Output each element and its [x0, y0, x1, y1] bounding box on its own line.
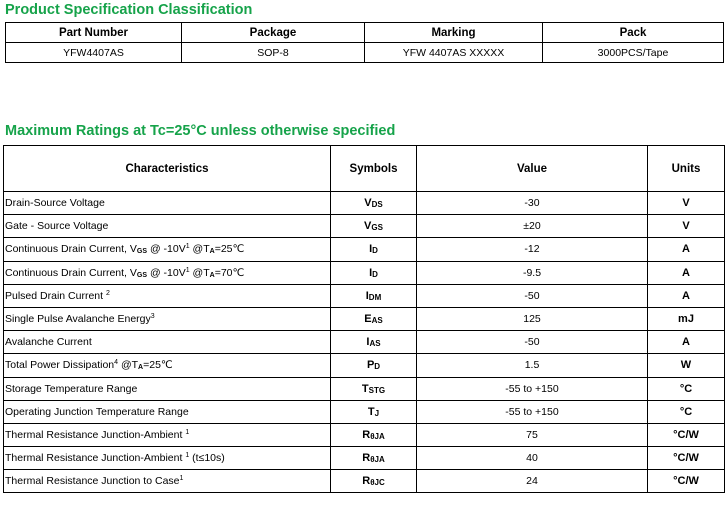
unit-cell: W — [648, 354, 725, 377]
characteristic-cell: Pulsed Drain Current $^2$ — [4, 284, 331, 307]
characteristic-cell: Total Power Dissipation$^4$ $@T_A=25℃$ — [4, 354, 331, 377]
value-cell: -50 — [417, 284, 648, 307]
symbol-cell: $T_{STG}$ — [331, 377, 417, 400]
value-cell: 40 — [417, 447, 648, 470]
value-cell: -55 to +150 — [417, 377, 648, 400]
header-units: Units — [648, 146, 725, 192]
symbol-cell: $I_{AS}$ — [331, 331, 417, 354]
part-number-value: YFW4407AS — [6, 43, 182, 63]
value-cell: -55 to +150 — [417, 400, 648, 423]
table-row — [4, 331, 725, 354]
characteristic-cell: Thermal Resistance Junction to Case$^1$ — [4, 470, 331, 493]
table-row — [4, 284, 725, 307]
symbol-cell: $V_{GS}$ — [331, 215, 417, 238]
table-row — [4, 400, 725, 423]
value-cell: 1.5 — [417, 354, 648, 377]
table-row — [4, 238, 725, 261]
header-pack: Pack — [543, 23, 724, 43]
value-cell: -50 — [417, 331, 648, 354]
unit-cell: °C/W — [648, 423, 725, 446]
spec-table — [5, 22, 724, 63]
characteristic-cell: Single Pulse Avalanche Energy$^3$ — [4, 307, 331, 330]
ratings-section-title: Maximum Ratings at Tc=25°C unless otherwise specified — [5, 123, 396, 139]
header-marking: Marking — [365, 23, 543, 43]
table-row — [4, 423, 725, 446]
table-row — [4, 354, 725, 377]
header-characteristics: Characteristics — [4, 146, 331, 192]
symbol-cell: $T_J$ — [331, 400, 417, 423]
value-cell: -9.5 — [417, 261, 648, 284]
characteristic-cell: Avalanche Current — [4, 331, 331, 354]
table-row — [4, 307, 725, 330]
unit-cell: °C — [648, 400, 725, 423]
unit-cell: °C — [648, 377, 725, 400]
characteristic-cell: Gate - Source Voltage — [4, 215, 331, 238]
characteristic-cell: Continuous Drain Current, $V_{GS}$ @ $-10V^1$ $@T_A=25℃$ — [4, 238, 331, 261]
symbol-cell: $R_{\theta JA}$ — [331, 447, 417, 470]
spec-data-row — [6, 43, 724, 63]
table-row — [4, 215, 725, 238]
unit-cell: A — [648, 284, 725, 307]
table-row — [4, 377, 725, 400]
unit-cell: °C/W — [648, 447, 725, 470]
marking-value: YFW 4407AS XXXXX — [365, 43, 543, 63]
unit-cell: V — [648, 215, 725, 238]
symbol-cell: $P_D$ — [331, 354, 417, 377]
table-row — [4, 470, 725, 493]
table-row — [4, 192, 725, 215]
pack-value: 3000PCS/Tape — [543, 43, 724, 63]
value-cell: 125 — [417, 307, 648, 330]
unit-cell: V — [648, 192, 725, 215]
ratings-table — [3, 145, 725, 493]
characteristic-cell: Storage Temperature Range — [4, 377, 331, 400]
characteristic-cell: Thermal Resistance Junction-Ambient $^1$ — [4, 423, 331, 446]
value-cell: -12 — [417, 238, 648, 261]
value-cell: ±20 — [417, 215, 648, 238]
ratings-header-row — [4, 146, 725, 192]
value-cell: 75 — [417, 423, 648, 446]
unit-cell: mJ — [648, 307, 725, 330]
value-cell: 24 — [417, 470, 648, 493]
table-row — [4, 447, 725, 470]
characteristic-cell: Thermal Resistance Junction-Ambient $^1$ (t≤10s) — [4, 447, 331, 470]
symbol-cell: $R_{\theta JC}$ — [331, 470, 417, 493]
value-cell: -30 — [417, 192, 648, 215]
header-package: Package — [182, 23, 365, 43]
unit-cell: °C/W — [648, 470, 725, 493]
symbol-cell: $I_D$ — [331, 238, 417, 261]
symbol-cell: $I_{DM}$ — [331, 284, 417, 307]
unit-cell: A — [648, 331, 725, 354]
symbol-cell: $V_{DS}$ — [331, 192, 417, 215]
characteristic-cell: Continuous Drain Current, $V_{GS}$ @ $-10V^1$ $@T_A=70℃$ — [4, 261, 331, 284]
spec-header-row — [6, 23, 724, 43]
unit-cell: A — [648, 261, 725, 284]
unit-cell: A — [648, 238, 725, 261]
characteristic-cell: Operating Junction Temperature Range — [4, 400, 331, 423]
package-value: SOP-8 — [182, 43, 365, 63]
symbol-cell: $E_{AS}$ — [331, 307, 417, 330]
table-row — [4, 261, 725, 284]
symbol-cell: $R_{\theta JA}$ — [331, 423, 417, 446]
header-value: Value — [417, 146, 648, 192]
characteristic-cell: Drain-Source Voltage — [4, 192, 331, 215]
spec-section-title: Product Specification Classification — [5, 2, 253, 18]
symbol-cell: $I_D$ — [331, 261, 417, 284]
header-part-number: Part Number — [6, 23, 182, 43]
header-symbols: Symbols — [331, 146, 417, 192]
